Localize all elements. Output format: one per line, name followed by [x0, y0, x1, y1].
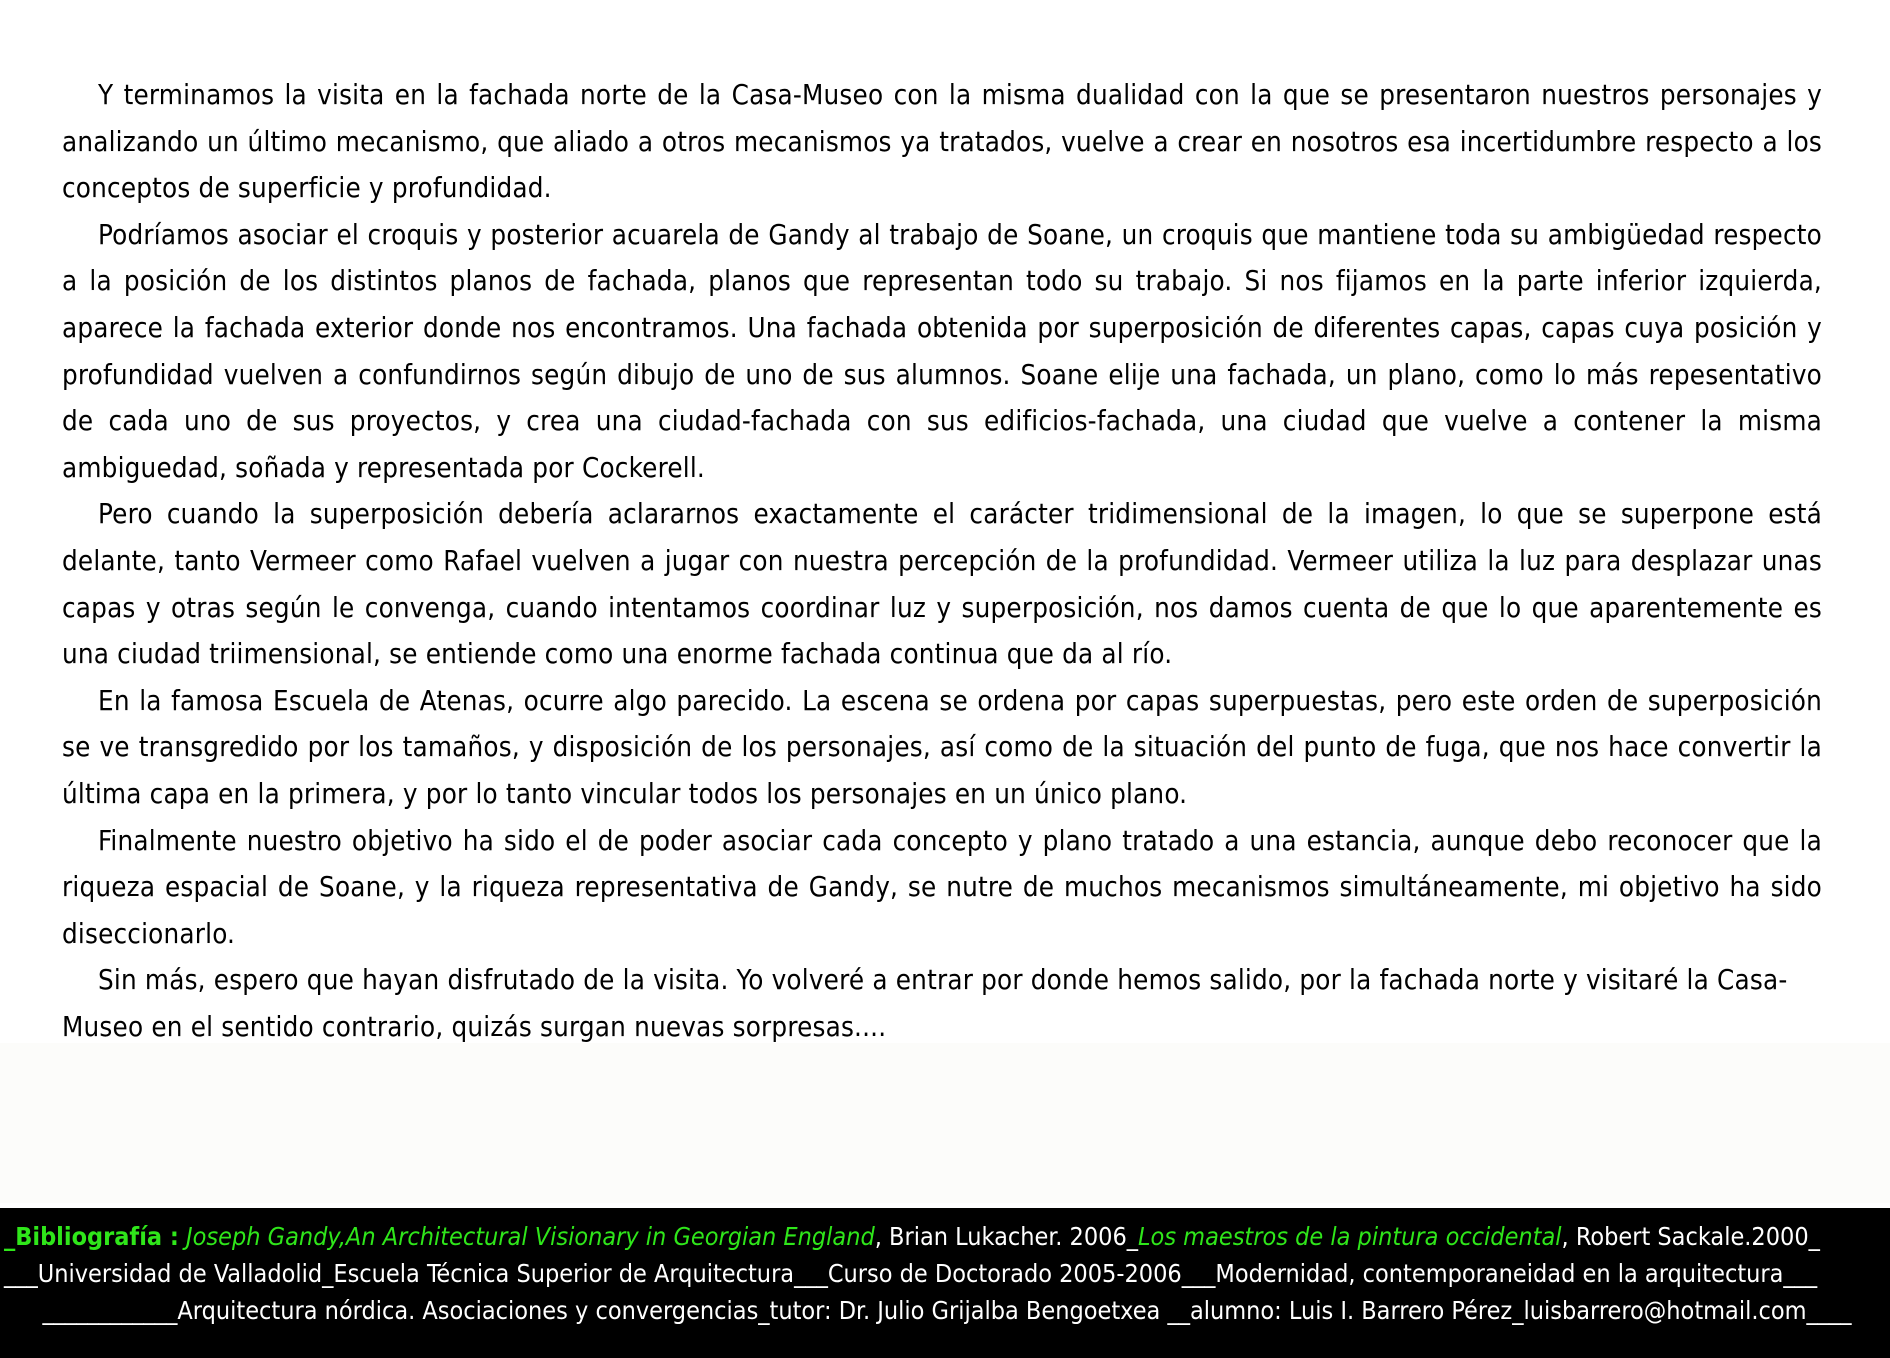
footer-affiliation-line: ___Universidad de Valladolid_Escuela Técnica Superior de Arquitectura___Curso de Doctorado 2005-2006___Modernidad, contemporaneidad en la arquitectura___: [4, 1259, 1818, 1288]
bibliography-entry-1-title: Joseph Gandy,An Architectural Visionary in Georgian England: [186, 1222, 875, 1251]
bibliography-entry-2-title: Los maestros de la pintura occidental: [1138, 1222, 1562, 1251]
bibliography-entry-2-rest: , Robert Sackale.2000_: [1561, 1222, 1820, 1251]
paragraph-1: Y terminamos la visita en la fachada norte de la Casa-Museo con la misma dualidad con la que se presentaron nuestros personajes y analizando un último mecanismo, que aliado a otros mecanismos ya tratados, vuelve a crear en nosotros esa incertidumbre respecto a los conceptos de superficie y profundidad.: [62, 79, 1822, 205]
bibliography-label: _Bibliografía :: [4, 1222, 179, 1251]
paragraph-2: Podríamos asociar el croquis y posterior acuarela de Gandy al trabajo de Soane, un croquis que mantiene toda su ambigüedad respecto a la posición de los distintos planos de fachada, planos que representan todo su trabajo. Si nos fijamos en la parte inferior izquierda, aparece la fachada exterior donde nos encontramos. Una fachada obtenida por superposición de diferentes capas, capas cuya posición y profundidad vuelven a confundirnos según dibujo de uno de sus alumnos. Soane elije una fachada, un plano, como lo más repesentativo de cada uno de sus proyectos, y crea una ciudad-fachada con sus edificios-fachada, una ciudad que vuelve a contener la misma ambiguedad, soñada y representada por Cockerell.: [62, 218, 1822, 484]
background-band: [0, 1043, 1890, 1203]
paragraph-3: Pero cuando la superposición debería aclararnos exactamente el carácter tridimensional de la imagen, lo que se superpone está delante, tanto Vermeer como Rafael vuelven a jugar con nuestra percepción de la profundidad. Vermeer utiliza la luz para desplazar unas capas y otras según le convenga, cuando intentamos coordinar luz y superposición, nos damos cuenta de que lo que aparentemente es una ciudad triimensional, se entiende como una enorme fachada continua que da al río.: [62, 498, 1822, 671]
footer-author-line: ____________Arquitectura nórdica. Asociaciones y convergencias_tutor: Dr. Julio Grijalba Bengoetxea __alumno: Luis I. Barrero Pérez_luisbarrero@hotmail.com____: [42, 1296, 1852, 1325]
bibliography-line: [0, 1208, 1890, 1255]
bibliography-entry-1-rest: , Brian Lukacher. 2006_: [874, 1222, 1139, 1251]
paragraph-5: Finalmente nuestro objetivo ha sido el de poder asociar cada concepto y plano tratado a una estancia, aunque debo reconocer que la riqueza espacial de Soane, y la riqueza representativa de Gandy, se nutre de muchos mecanismos simultáneamente, mi objetivo ha sido diseccionarlo.: [62, 824, 1822, 950]
footer-bibliography-bar: [0, 1208, 1890, 1358]
body-text: [62, 72, 1822, 1050]
paragraph-6: Sin más, espero que hayan disfrutado de la visita. Yo volveré a entrar por donde hemos salido, por la fachada norte y visitaré la Casa-Museo en el sentido contrario, quizás surgan nuevas sorpresas....: [62, 964, 1788, 1043]
paragraph-4: En la famosa Escuela de Atenas, ocurre algo parecido. La escena se ordena por capas superpuestas, pero este orden de superposición se ve transgredido por los tamaños, y disposición de los personajes, así como de la situación del punto de fuga, que nos hace convertir la última capa en la primera, y por lo tanto vincular todos los personajes en un único plano.: [62, 684, 1822, 810]
